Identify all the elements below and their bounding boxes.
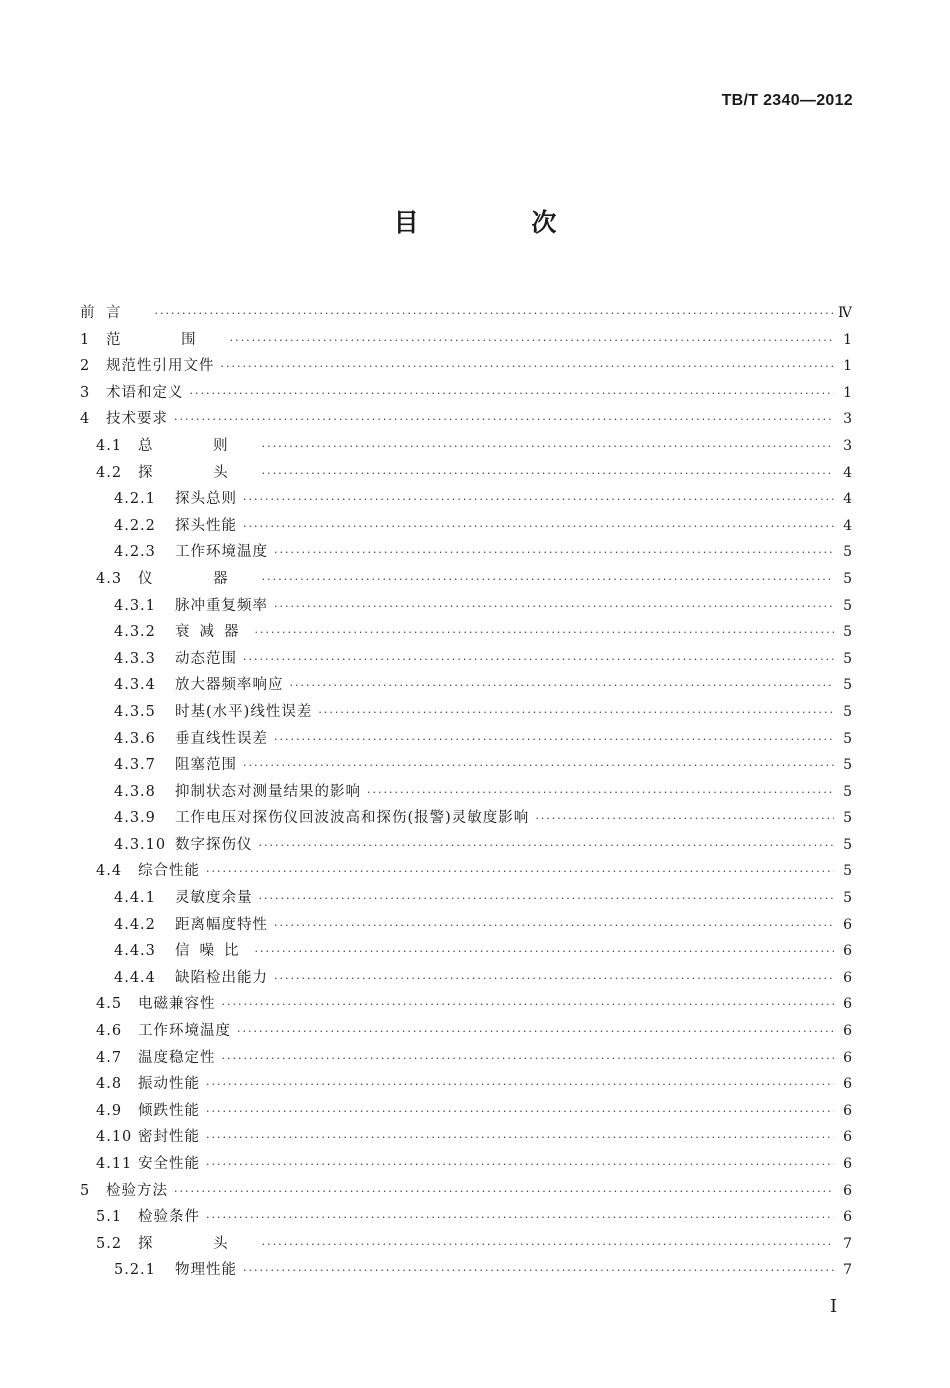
toc-entry-page: 6 (843, 943, 852, 960)
toc-entry-page: 3 (843, 437, 852, 454)
page-title: 目 次 (393, 208, 609, 237)
toc-entry-number: 4.4.4 (114, 969, 156, 986)
toc-entry-title: 工作环境温度 (175, 544, 268, 561)
toc-entry-number: 前 (80, 305, 96, 321)
toc-entry-number: 4.6 (96, 1023, 123, 1040)
dot-leader (274, 727, 834, 754)
toc-entry-page: 6 (843, 1049, 852, 1066)
toc-entry-title: 技术要求 (106, 411, 168, 428)
toc-entry-page: 4 (843, 491, 852, 508)
toc-entry[interactable] (80, 380, 852, 407)
toc-entry[interactable] (80, 1124, 852, 1151)
toc-entry-page: 4 (843, 517, 852, 534)
toc-entry-page: 3 (843, 411, 852, 428)
toc-entry-page: 6 (843, 1023, 852, 1040)
toc-entry-number: 4.3.7 (114, 757, 156, 774)
toc-entry-title: 动态范围 (175, 650, 237, 667)
toc-entry-number: 4.2 (96, 464, 123, 481)
toc-entry[interactable] (80, 327, 852, 354)
toc-entry-page: 5 (843, 650, 852, 667)
toc-entry-number: 4.2.3 (114, 544, 156, 561)
toc-entry[interactable] (80, 991, 852, 1018)
toc-entry-page: Ⅳ (838, 305, 852, 321)
dot-leader (259, 833, 835, 860)
toc-entry-page: 5 (843, 863, 852, 880)
dot-leader (222, 1046, 835, 1073)
toc-entry[interactable] (80, 1018, 852, 1045)
toc-entry-number: 4.3.3 (114, 650, 156, 667)
toc-entry-page: 5 (843, 570, 852, 587)
toc-entry-title: 电磁兼容性 (138, 996, 216, 1013)
dot-leader (318, 700, 834, 727)
toc-entry-title: 探头总则 (175, 491, 237, 508)
toc-entry-title: 检验条件 (138, 1209, 200, 1226)
toc-entry-number: 4.9 (96, 1102, 123, 1119)
toc-entry[interactable] (80, 752, 852, 779)
toc-entry-number: 4.3.6 (114, 730, 156, 747)
toc-entry-title: 探头性能 (175, 517, 237, 534)
toc-entry[interactable] (80, 433, 852, 460)
toc-entry[interactable] (80, 1231, 852, 1258)
toc-entry[interactable] (80, 885, 852, 912)
toc-entry-title: 探 头 (138, 464, 256, 481)
toc-entry-title: 检验方法 (106, 1182, 168, 1199)
toc-entry[interactable] (80, 1071, 852, 1098)
toc-entry-page: 4 (843, 464, 852, 481)
toc-entry-page: 6 (843, 1182, 852, 1199)
toc-entry[interactable] (80, 406, 852, 433)
toc-entry-number: 5.1 (96, 1209, 123, 1226)
toc-entry[interactable] (80, 593, 852, 620)
dot-leader (274, 594, 834, 621)
dot-leader (262, 461, 834, 488)
dot-leader (262, 1232, 834, 1259)
dot-leader (190, 381, 835, 408)
toc-entry-number: 4.3.4 (114, 677, 156, 694)
toc-entry[interactable] (80, 353, 852, 380)
toc-entry[interactable] (80, 938, 852, 965)
dot-leader (174, 407, 834, 434)
dot-leader (206, 1072, 834, 1099)
toc-entry-title: 工作环境温度 (138, 1023, 231, 1040)
toc-entry-number: 4.4.3 (114, 943, 156, 960)
toc-entry-title: 脉冲重复频率 (175, 597, 268, 614)
toc-entry[interactable] (80, 699, 852, 726)
toc-entry-page: 6 (843, 916, 852, 933)
toc-entry[interactable] (80, 300, 852, 327)
toc-entry-title: 仪 器 (138, 570, 256, 587)
toc-entry-number: 4 (80, 411, 91, 428)
toc-entry-number: 4.3.5 (114, 703, 156, 720)
toc-entry[interactable] (80, 566, 852, 593)
toc-entry-number: 4.3 (96, 570, 123, 587)
dot-leader (262, 434, 834, 461)
toc-entry-number: 4.3.10 (114, 836, 167, 853)
toc-entry-number: 4.3.2 (114, 624, 156, 641)
toc-entry-page: 6 (843, 1209, 852, 1226)
toc-entry-number: 4.1 (96, 437, 123, 454)
toc-entry-page: 6 (843, 1129, 852, 1146)
toc-entry-page: 1 (843, 358, 852, 375)
toc-entry-title: 缺陷检出能力 (175, 969, 268, 986)
dot-leader (243, 487, 834, 514)
toc-entry-title: 物理性能 (175, 1262, 237, 1279)
dot-leader (174, 1179, 834, 1206)
dot-leader (274, 966, 834, 993)
toc-entry-title: 规范性引用文件 (106, 358, 215, 375)
toc-entry-number: 2 (80, 358, 91, 375)
dot-leader (243, 753, 834, 780)
toc-entry[interactable] (80, 1178, 852, 1205)
dot-leader (206, 1125, 834, 1152)
toc-entry-page: 1 (843, 331, 852, 348)
dot-leader (535, 806, 834, 833)
toc-entry[interactable] (80, 460, 852, 487)
toc-entry-title: 灵敏度余量 (175, 890, 253, 907)
dot-leader (243, 514, 834, 541)
toc-entry-title: 倾跌性能 (138, 1102, 200, 1119)
toc-entry-page: 5 (843, 703, 852, 720)
toc-entry[interactable] (80, 726, 852, 753)
dot-leader (367, 780, 834, 807)
toc-entry-title: 振动性能 (138, 1076, 200, 1093)
toc-entry-number: 4.4 (96, 863, 123, 880)
toc-entry-number: 4.5 (96, 996, 123, 1013)
toc-entry-page: 6 (843, 969, 852, 986)
dot-leader (243, 1258, 834, 1285)
toc-entry-number: 3 (80, 384, 91, 401)
toc-entry-page: 5 (843, 677, 852, 694)
toc-entry[interactable] (80, 832, 852, 859)
toc-entry-page: 6 (843, 1156, 852, 1172)
toc-entry-number: 4.4.1 (114, 890, 156, 907)
toc-entry-title: 抑制状态对测量结果的影响 (175, 783, 361, 800)
toc-entry-page: 5 (843, 544, 852, 561)
dot-leader (274, 540, 834, 567)
toc-entry-number: 4.3.1 (114, 597, 156, 614)
dot-leader (206, 1152, 834, 1179)
toc-entry-page: 6 (843, 1076, 852, 1093)
dot-leader (255, 939, 835, 966)
toc-entry[interactable] (80, 1151, 852, 1178)
toc-entry-title: 术语和定义 (106, 384, 184, 401)
dot-leader (237, 1019, 834, 1046)
dot-leader (259, 886, 835, 913)
dot-leader (222, 992, 835, 1019)
toc-entry[interactable] (80, 805, 852, 832)
toc-entry-page: 6 (843, 996, 852, 1013)
toc-entry-page: 5 (843, 836, 852, 853)
toc-entry-number: 4.8 (96, 1076, 123, 1093)
dot-leader (274, 913, 834, 940)
toc-entry-number: 4.2.2 (114, 517, 156, 534)
toc-entry-page: 5 (843, 624, 852, 641)
toc-entry-number: 5 (80, 1182, 91, 1199)
toc-entry-title: 安全性能 (138, 1156, 200, 1172)
toc-entry-title: 垂直线性误差 (175, 730, 268, 747)
toc-entry-page: 7 (843, 1262, 852, 1279)
toc-entry-number: 1 (80, 331, 91, 348)
toc-entry-page: 5 (843, 890, 852, 907)
dot-leader (221, 354, 835, 381)
toc-entry-number: 4.11 (96, 1156, 133, 1172)
toc-entry-title: 密封性能 (138, 1129, 200, 1146)
toc-entry-number: 4.3.9 (114, 810, 156, 827)
dot-leader (255, 620, 835, 647)
dot-leader (230, 328, 834, 355)
toc-entry-title: 言 (106, 305, 149, 321)
dot-leader (206, 859, 834, 886)
toc-entry-title: 探 头 (138, 1235, 256, 1252)
toc-entry-number: 4.3.8 (114, 783, 156, 800)
dot-leader (243, 647, 834, 674)
toc-entry[interactable] (80, 672, 852, 699)
toc-entry[interactable] (80, 539, 852, 566)
toc-entry-title: 数字探伤仪 (175, 836, 253, 853)
toc-entry[interactable] (80, 1098, 852, 1125)
toc-entry[interactable] (80, 779, 852, 806)
toc-entry[interactable] (80, 1257, 852, 1284)
toc-entry-page: 5 (843, 783, 852, 800)
document-code: TB/T 2340—2012 (721, 92, 853, 109)
dot-leader (206, 1205, 834, 1232)
toc-entry-page: 5 (843, 597, 852, 614)
toc-entry-title: 温度稳定性 (138, 1049, 216, 1066)
toc-entry-number: 4.7 (96, 1049, 123, 1066)
toc-entry-number: 4.2.1 (114, 491, 156, 508)
toc-entry-title: 信噪比 (175, 943, 249, 960)
toc-entry-title: 时基(水平)线性误差 (175, 703, 313, 720)
toc-entry[interactable] (80, 965, 852, 992)
toc-entry[interactable] (80, 912, 852, 939)
dot-leader (155, 301, 835, 328)
toc-entry[interactable] (80, 646, 852, 673)
toc-entry-number: 4.10 (96, 1129, 133, 1146)
dot-leader (206, 1099, 834, 1126)
toc-entry-title: 距离幅度特性 (175, 916, 268, 933)
toc-entry-title: 工作电压对探伤仪回波波高和探伤(报警)灵敏度影响 (175, 810, 530, 827)
dot-leader (290, 673, 835, 700)
toc-entry-title: 总 则 (138, 437, 256, 454)
toc-entry-page: 1 (843, 384, 852, 401)
page-number: I (830, 1296, 838, 1317)
toc-entry-page: 7 (843, 1235, 852, 1252)
toc-entry[interactable] (80, 486, 852, 513)
toc-entry[interactable] (80, 858, 852, 885)
toc-entry[interactable] (80, 619, 852, 646)
toc-entry-title: 范 围 (106, 331, 224, 348)
dot-leader (262, 567, 834, 594)
toc-entry-number: 4.4.2 (114, 916, 156, 933)
toc-entry-title: 综合性能 (138, 863, 200, 880)
toc-entry-number: 5.2 (96, 1235, 123, 1252)
toc-entry-page: 5 (843, 730, 852, 747)
toc-entry[interactable] (80, 1204, 852, 1231)
toc-entry[interactable] (80, 1045, 852, 1072)
toc-entry-number: 5.2.1 (114, 1262, 156, 1279)
toc-entry[interactable] (80, 513, 852, 540)
toc-entry-page: 5 (843, 757, 852, 774)
toc-entry-title: 放大器频率响应 (175, 677, 284, 694)
toc-entry-title: 衰减器 (175, 624, 249, 641)
toc-entry-page: 5 (843, 810, 852, 827)
toc-entry-title: 阻塞范围 (175, 757, 237, 774)
table-of-contents (80, 300, 852, 1284)
toc-entry-page: 6 (843, 1102, 852, 1119)
